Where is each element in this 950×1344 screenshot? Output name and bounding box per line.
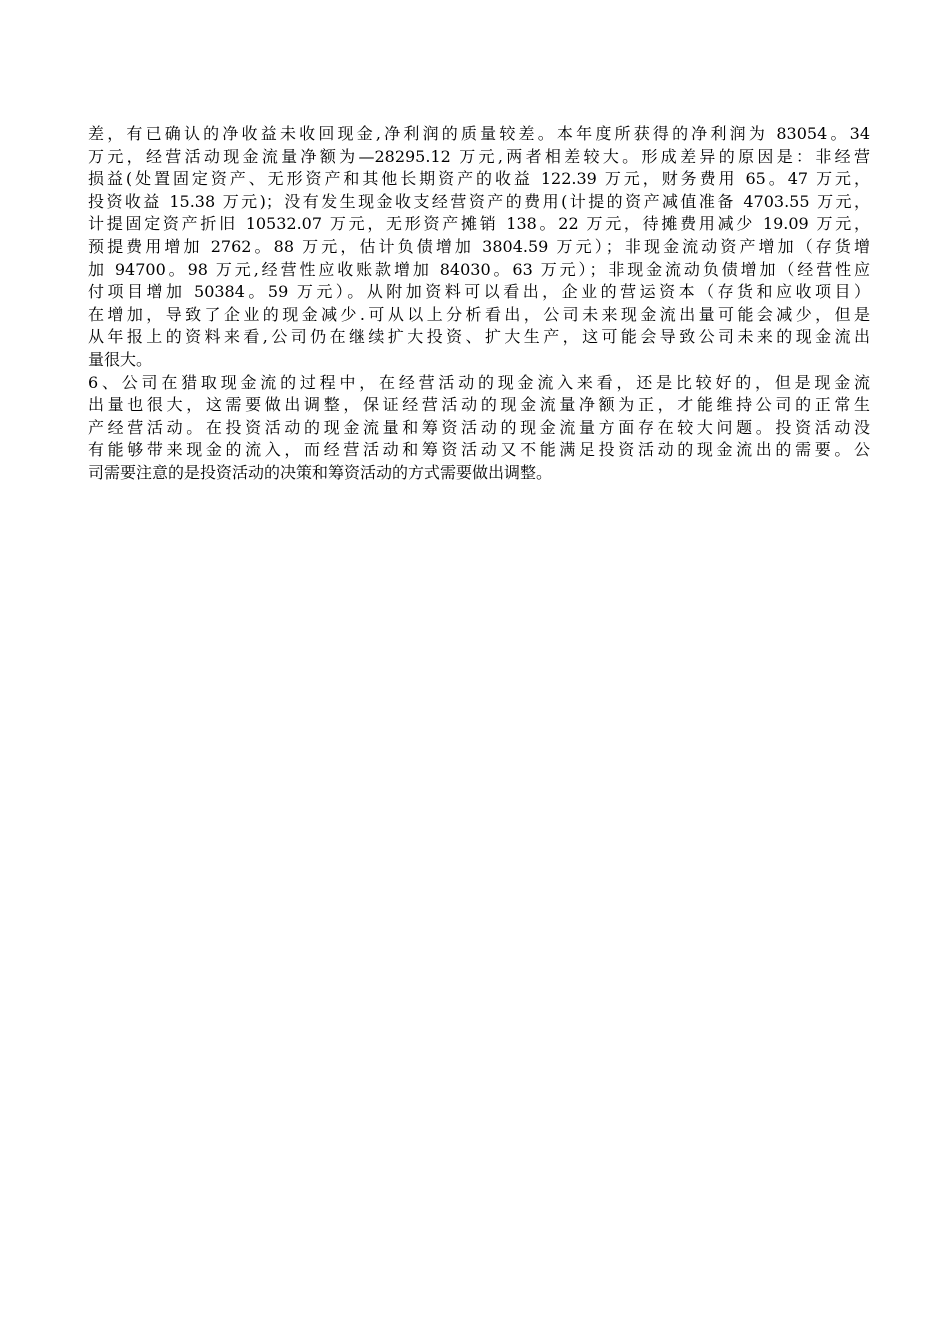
- text-line: 差，有已确认的净收益未收回现金,净利润的质量较差。本年度所获得的净利润为 83054。34: [88, 124, 870, 143]
- text-line: 有能够带来现金的流入，而经营活动和筹资活动又不能满足投资活动的现金流出的需要。公: [88, 440, 870, 460]
- text-line: 在增加，导致了企业的现金减少.可从以上分析看出，公司未来现金流出量可能会减少，但是: [88, 304, 870, 324]
- text-line: 付项目增加 50384。59 万元）。从附加资料可以看出，企业的营运资本（存货和应收项目）: [88, 282, 870, 302]
- text-line: 加 94700。98 万元,经营性应收账款增加 84030。63 万元）；非现金流动负债增加（经营性应: [88, 259, 870, 279]
- text-line: 计提固定资产折旧 10532.07 万元，无形资产摊销 138。22 万元，待摊费用减少 19.09 万元，: [88, 214, 870, 234]
- text-line: 量很大。: [88, 349, 153, 369]
- text-line: 出量也很大，这需要做出调整，保证经营活动的现金流量净额为正，才能维持公司的正常生: [88, 395, 870, 415]
- text-line: 司需要注意的是投资活动的决策和筹资活动的方式需要做出调整。: [88, 462, 553, 482]
- text-line: 从年报上的资料来看,公司仍在继续扩大投资、扩大生产，这可能会导致公司未来的现金流出: [88, 327, 870, 347]
- text-line: 损益(处置固定资产、无形资产和其他长期资产的收益 122.39 万元，财务费用 65。47 万元，: [88, 169, 870, 189]
- document-body: [88, 123, 870, 485]
- paragraph-item-6: [88, 372, 870, 485]
- text-line: 产经营活动。在投资活动的现金流量和筹资活动的现金流量方面存在较大问题。投资活动没: [88, 417, 870, 437]
- text-line: 万元，经营活动现金流量净额为—28295.12 万元,两者相差较大。形成差异的原因是：非经营: [88, 146, 870, 166]
- paragraph-cash-flow-analysis: [88, 123, 870, 372]
- text-line: 预提费用增加 2762。88 万元，估计负债增加 3804.59 万元）；非现金流动资产增加（存货增: [88, 236, 870, 256]
- text-line: 6、公司在猎取现金流的过程中，在经营活动的现金流入来看，还是比较好的，但是现金流: [88, 372, 870, 392]
- text-line: 投资收益 15.38 万元)；没有发生现金收支经营资产的费用(计提的资产减值准备 4703.55 万元，: [88, 191, 870, 211]
